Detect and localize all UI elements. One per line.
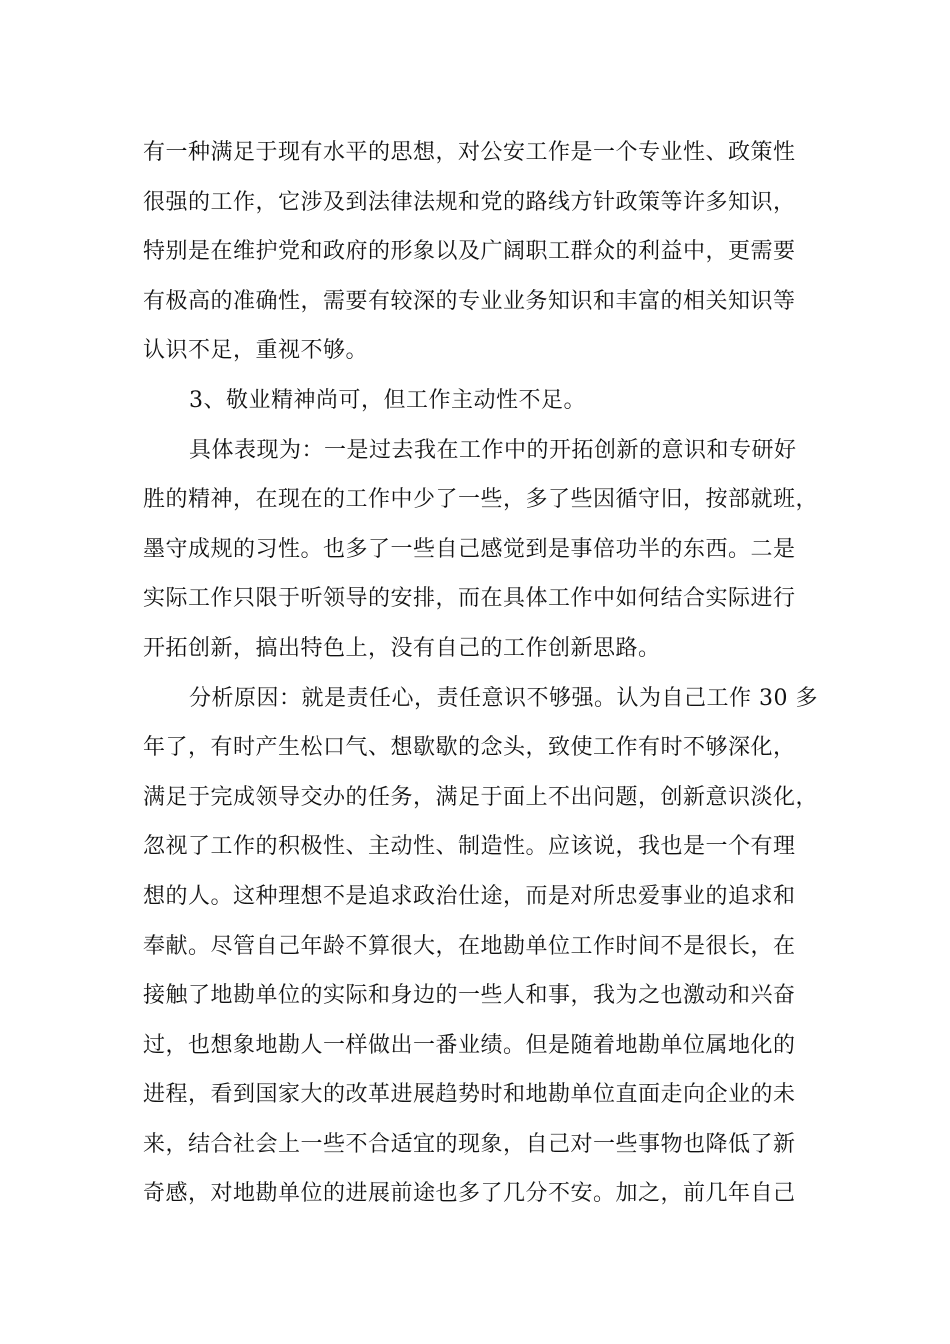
text-line: 很强的工作，它涉及到法律法规和党的路线方针政策等许多知识， xyxy=(143,189,796,215)
text-line: 想的人。这种理想不是追求政治仕途，而是对所忠爱事业的追求和 xyxy=(143,883,796,909)
text-line: 忽视了工作的积极性、主动性、制造性。应该说，我也是一个有理 xyxy=(143,834,796,860)
text-line: 实际工作只限于听领导的安排，而在具体工作中如何结合实际进行 xyxy=(143,586,796,612)
text-line: 有一种满足于现有水平的思想，对公安工作是一个专业性、政策性 xyxy=(143,140,796,165)
text-line: 开拓创新，搞出特色上，没有自己的工作创新思路。 xyxy=(143,635,661,661)
section-heading: 3、敬业精神尚可，但工作主动性不足。 xyxy=(189,387,586,413)
text-line: 接触了地勘单位的实际和身边的一些人和事，我为之也激动和兴奋 xyxy=(143,983,796,1009)
text-line: 奇感，对地勘单位的进展前途也多了几分不安。加之，前几年自己 xyxy=(143,1181,796,1207)
text-line: 分析原因：就是责任心，责任意识不够强。认为自己工作 30 多 xyxy=(189,685,818,711)
text-line: 认识不足，重视不够。 xyxy=(143,338,369,364)
body-text xyxy=(143,128,823,1219)
text-line: 来，结合社会上一些不合适宜的现象，自己对一些事物也降低了新 xyxy=(143,1131,796,1157)
text-line: 墨守成规的习性。也多了一些自己感觉到是事倍功半的东西。二是 xyxy=(143,536,796,562)
text-line: 有极高的准确性，需要有较深的专业业务知识和丰富的相关知识等 xyxy=(143,288,796,314)
text-line: 年了，有时产生松口气、想歇歇的念头，致使工作有时不够深化， xyxy=(143,735,796,761)
text-line: 进程，看到国家大的改革进展趋势时和地勘单位直面走向企业的未 xyxy=(143,1082,796,1108)
text-line: 具体表现为：一是过去我在工作中的开拓创新的意识和专研好 xyxy=(189,437,797,463)
text-line: 胜的精神，在现在的工作中少了一些，多了些因循守旧，按部就班， xyxy=(143,487,819,513)
text-line: 满足于完成领导交办的任务，满足于面上不出问题，创新意识淡化， xyxy=(143,784,819,810)
text-line: 奉献。尽管自己年龄不算很大，在地勘单位工作时间不是很长，在 xyxy=(143,933,796,959)
text-line: 过，也想象地勘人一样做出一番业绩。但是随着地勘单位属地化的 xyxy=(143,1032,796,1058)
text-line: 特别是在维护党和政府的形象以及广阔职工群众的利益中，更需要 xyxy=(143,239,796,265)
